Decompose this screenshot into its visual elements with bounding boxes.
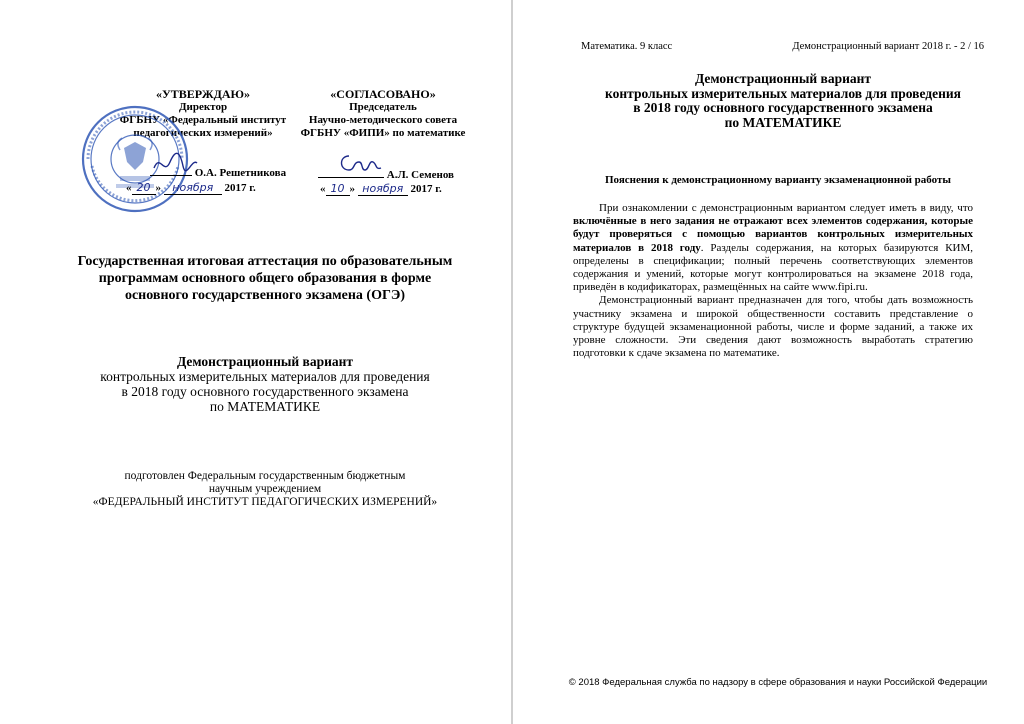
gia-title: Государственная итоговая аттестация по образовательным программам основного общего образования в форме основного государственного экзамена (ОГЭ): [77, 254, 453, 303]
page-footer: © 2018 Федеральная служба по надзору в сфере образования и науки Российской Федерации: [568, 677, 988, 688]
page-header: [581, 41, 984, 52]
agree-council: Научно-методического совета: [308, 114, 458, 126]
explanation-body: [573, 202, 973, 360]
date-line-left: « 20 » ноября 2017 г.: [126, 181, 256, 194]
page-number: - 2 / 16: [953, 41, 984, 52]
approve-name: О.А. Решетникова: [194, 167, 287, 179]
approve-org-line1: ФГБНУ «Федеральный институт: [119, 114, 287, 126]
agree-org: ФГБНУ «ФИПИ» по математике: [300, 127, 466, 139]
signature-line-left: [150, 167, 286, 179]
explanation-heading: Пояснения к демонстрационному варианту экзаменационной работы: [604, 174, 951, 186]
date-year: 2017 г.: [410, 183, 442, 195]
right-page: [513, 0, 1024, 724]
date-line-right: « 10 » ноября 2017 г.: [320, 182, 442, 195]
header-subject: Математика. 9 класс: [581, 41, 673, 52]
header-variant: Демонстрационный вариант 2018 г. - 2 / 16: [792, 41, 984, 52]
agree-role: Председатель: [349, 101, 417, 113]
approve-role: Директор: [178, 101, 228, 113]
agree-heading: «СОГЛАСОВАНО»: [330, 87, 436, 101]
explanation-paragraph-1: При ознакомлении с демонстрационным вариантом следует иметь в виду, что включённые в него задания не отражают всех элементов содержания, которые будут проверяться с помощью вариантов контрольных измерительных материалов в 2018 году. Разделы содержания, на которых базируются КИМ, определены в спецификации; полный перечень соответствующих элементов содержания и умений, которые могут контролироваться на экзамене 2018 года, приведён в кодификаторах, размещённых на сайте www.fipi.ru.: [573, 202, 973, 294]
demo-title-right: Демонстрационный вариант контрольных измерительных материалов для проведения в 2018 году основного государственного экзамена по МАТЕМАТИКЕ: [605, 71, 961, 130]
approve-org-line2: педагогических измерений»: [133, 127, 273, 139]
date-month: ноября: [164, 181, 222, 195]
signature-line-right: [318, 169, 454, 181]
demo-title-left: Демонстрационный вариант контрольных измерительных материалов для проведения в 2018 году основного государственного экзамена по МАТЕМАТИКЕ: [100, 354, 430, 414]
prepared-by: подготовлен Федеральным государственным бюджетным научным учреждением «ФЕДЕРАЛЬНЫЙ ИНСТИТУТ ПЕДАГОГИЧЕСКИХ ИЗМЕРЕНИЙ»: [92, 470, 438, 508]
date-year: 2017 г.: [224, 182, 256, 194]
left-page: [0, 0, 511, 724]
date-day: 20: [132, 181, 156, 195]
approve-heading: «УТВЕРЖДАЮ»: [155, 87, 251, 101]
date-month: ноября: [358, 182, 408, 196]
explanation-paragraph-2: Демонстрационный вариант предназначен для того, чтобы дать возможность участнику экзамена и широкой общественности составить представление о структуре будущей экзаменационной работы, числе и форме заданий, а также их уровне сложности. Эти сведения дают возможность выработать стратегию подготовки к сдаче экзамена по математике.: [573, 294, 973, 360]
approval-block-right: [288, 88, 478, 140]
date-day: 10: [326, 182, 350, 196]
agree-name: А.Л. Семенов: [386, 169, 454, 181]
